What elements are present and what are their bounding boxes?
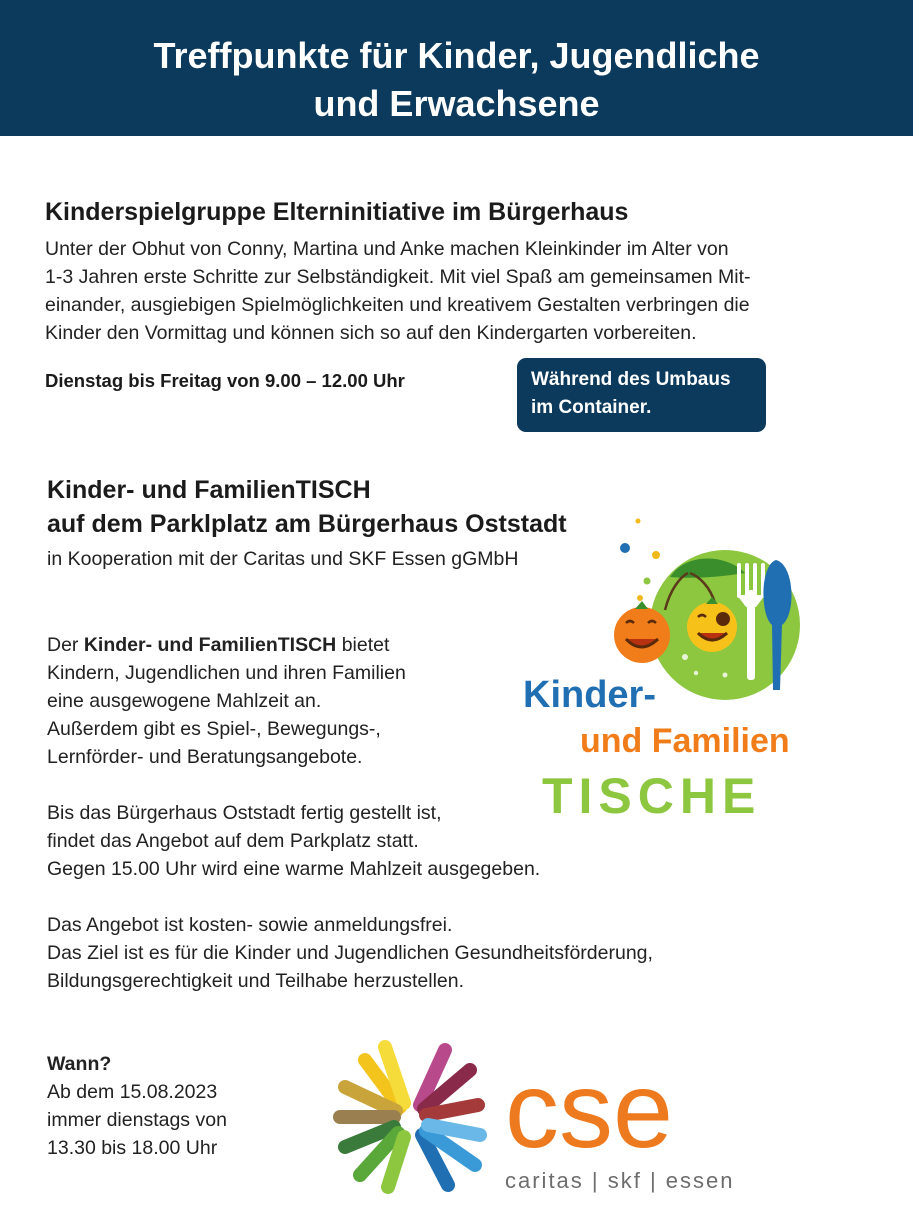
section1-body-line: 1-3 Jahren erste Schritte zur Selbständigkeit. Mit viel Spaß am gemeinsamen Mit- (45, 266, 751, 288)
fork-tine (745, 563, 749, 598)
header-banner (0, 0, 913, 136)
sparkle-dot (723, 673, 728, 678)
when-block (47, 1050, 227, 1162)
para1-bold: Kinder- und FamilienTISCH (83, 634, 337, 656)
para3-line: Das Ziel ist es für die Kinder und Jugendlichen Gesundheitsförderung, (47, 942, 653, 964)
orange-cherry-icon (614, 607, 670, 663)
section2-title (47, 473, 567, 541)
para1-line: eine ausgewogene Mahlzeit an. (47, 690, 322, 712)
badge-line1: Während des Umbaus (531, 369, 731, 390)
section1-body-line: Unter der Obhut von Conny, Martina und Anke machen Kleinkinder im Alter von (45, 238, 729, 260)
section1-title: Kinderspielgruppe Elterninitiative im Bürgerhaus (45, 198, 629, 226)
cse-tagline: caritas | skf | essen (505, 1168, 735, 1193)
para2-line: Gegen 15.00 Uhr wird eine warme Mahlzeit ausgegeben. (47, 858, 541, 880)
para1-prefix: Der (47, 634, 84, 656)
page-title-line1: Treffpunkte für Kinder, Jugendliche (153, 35, 760, 76)
section1-body (45, 235, 751, 347)
para1-line: Kindern, Jugendlichen und ihren Familien (47, 662, 406, 684)
fork-tine (737, 563, 741, 598)
para2-line: findet das Angebot auf dem Parkplatz statt. (47, 830, 419, 852)
para1-first-line (47, 631, 406, 659)
para3-line: Das Angebot ist kosten- sowie anmeldungsfrei. (47, 914, 453, 936)
sparkle-dot (694, 671, 698, 675)
logo-kft-line1: Kinder- (523, 674, 656, 716)
cherry-top (635, 601, 648, 609)
section2-para2 (47, 799, 540, 883)
fork-tine (753, 563, 757, 598)
cse-wordmark: cse (505, 1049, 674, 1170)
section2-subtitle: in Kooperation mit der Caritas und SKF Essen gGMbH (47, 548, 519, 570)
eye-patch (716, 612, 730, 626)
container-badge (517, 358, 766, 432)
badge-line2: im Container. (531, 397, 652, 418)
section2-title-line1: Kinder- und FamilienTISCH (47, 476, 371, 504)
confetti-dot (644, 578, 651, 585)
when-line: immer dienstags von (47, 1109, 227, 1131)
cse-logo (330, 1035, 740, 1195)
confetti-dot (620, 543, 630, 553)
para1-line: Außerdem gibt es Spiel-, Bewegungs-, (47, 718, 381, 740)
when-label: Wann? (47, 1053, 112, 1075)
page-title-line2: und Erwachsene (313, 83, 600, 124)
cse-starburst-icon (340, 1047, 480, 1187)
para3-line: Bildungsgerechtigkeit und Teilhabe herzustellen. (47, 970, 465, 992)
para2-line: Bis das Bürgerhaus Oststadt fertig gestellt ist, (47, 802, 442, 824)
section2-title-line2: auf dem Parklplatz am Bürgerhaus Oststadt (47, 510, 567, 538)
section1-body-line: einander, ausgiebigen Spielmöglichkeiten und kreativem Gestalten verbringen die (45, 294, 750, 316)
para1-suffix: bietet (336, 634, 390, 656)
confetti-dot (652, 551, 660, 559)
page-title (0, 0, 913, 128)
kinder-familien-tische-logo (520, 515, 820, 820)
when-line: Ab dem 15.08.2023 (47, 1081, 218, 1103)
section2-para3 (47, 911, 653, 995)
yellow-cherry-icon (687, 602, 737, 652)
confetti-dot (636, 519, 641, 524)
confetti-dot (637, 595, 643, 601)
sparkle-dot (682, 654, 688, 660)
burst-stroke (426, 1105, 478, 1115)
when-line: 13.30 bis 18.00 Uhr (47, 1137, 218, 1159)
burst-stroke (428, 1125, 480, 1135)
logo-kft-line2: und Familien (580, 722, 790, 760)
section1-schedule: Dienstag bis Freitag von 9.00 – 12.00 Uhr (45, 370, 405, 391)
logo-kft-line3: TISCHE (542, 768, 762, 820)
section2-para1 (47, 631, 406, 771)
section1-body-line: Kinder den Vormittag und können sich so auf den Kindergarten vorbereiten. (45, 322, 697, 344)
para1-line: Lernförder- und Beratungsangebote. (47, 746, 363, 768)
